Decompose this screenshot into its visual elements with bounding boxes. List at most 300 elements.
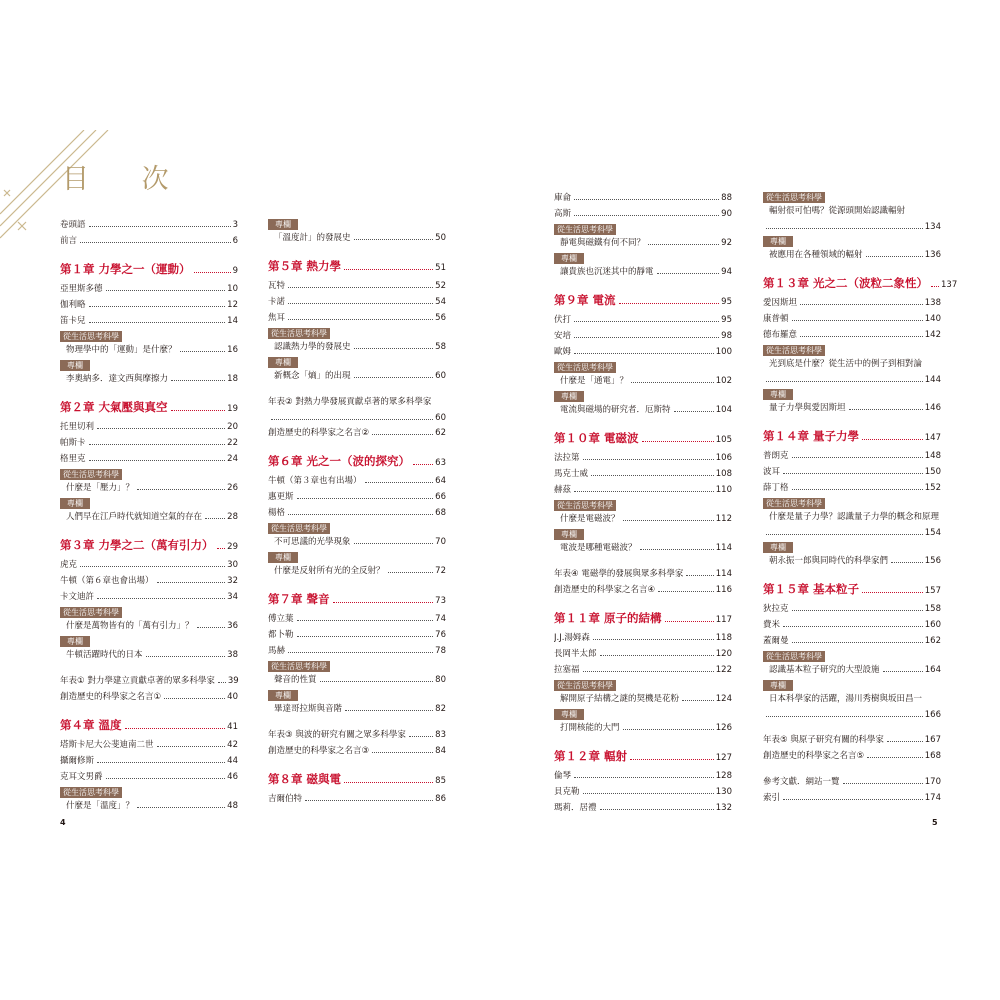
science-label: 從生活思考科學 — [60, 787, 122, 798]
toc-continuation[interactable] — [763, 708, 941, 722]
leader-dots — [194, 272, 231, 273]
leader-dots — [800, 336, 923, 337]
column-label: 專欄 — [554, 529, 584, 540]
toc-entry-title: 安培 — [554, 331, 572, 341]
toc-page-number: 156 — [924, 556, 941, 566]
toc-entry[interactable] — [763, 357, 941, 371]
toc-page-number: 102 — [715, 376, 732, 386]
toc-page-number: 22 — [227, 438, 238, 448]
toc-entry-title: 貝克勒 — [554, 787, 580, 797]
toc-page-number: 168 — [924, 751, 941, 761]
column-label: 專欄 — [60, 498, 90, 509]
toc-entry-title: 瑪莉．居禮 — [554, 803, 597, 813]
toc-page-number: 117 — [715, 615, 732, 625]
toc-page-number: 39 — [227, 676, 239, 686]
toc-entry-title: 德布羅意 — [763, 330, 798, 340]
toc-page-number: 29 — [227, 542, 238, 552]
toc-entry-title: 年表③ 與波的研究有關之眾多科學家 — [268, 730, 406, 740]
toc-entry-title: 畢達哥拉斯與音階 — [274, 704, 343, 714]
toc-entry-title: 索引 — [763, 793, 781, 803]
toc-continuation[interactable] — [763, 526, 941, 540]
toc-entry[interactable] — [60, 436, 238, 450]
toc-entry-title: 年表② 對熱力學發展貢獻卓著的眾多科學家 — [268, 397, 432, 407]
toc-page-number: 118 — [715, 633, 732, 643]
science-label: 從生活思考科學 — [763, 345, 825, 356]
toc-page-number: 63 — [435, 458, 446, 468]
toc-page-number: 38 — [227, 650, 238, 660]
column-label: 專欄 — [268, 357, 298, 368]
toc-entry-title: 歐姆 — [554, 347, 572, 357]
chapter-heading[interactable] — [268, 770, 446, 788]
toc-entry[interactable] — [554, 583, 732, 597]
toc-entry-title: 第１１章 原子的結構 — [554, 611, 662, 625]
leader-dots — [631, 382, 714, 383]
toc-page-number: 160 — [924, 620, 941, 630]
leader-dots — [288, 303, 433, 304]
science-label: 從生活思考科學 — [60, 469, 122, 480]
chapter-heading[interactable] — [60, 398, 238, 416]
toc-entry[interactable] — [60, 648, 238, 662]
toc-page-number: 162 — [924, 636, 941, 646]
leader-dots — [288, 652, 433, 653]
toc-entry[interactable] — [554, 313, 732, 327]
toc-entry[interactable] — [268, 644, 446, 658]
leader-dots — [623, 520, 714, 521]
toc-entry[interactable] — [763, 602, 941, 616]
toc-page-number: 164 — [924, 665, 941, 675]
leader-dots — [89, 226, 231, 227]
toc-entry[interactable] — [268, 535, 446, 549]
toc-page-number: 114 — [715, 569, 732, 579]
leader-dots — [218, 682, 226, 683]
toc-page-number: 95 — [721, 297, 732, 307]
toc-entry-title: 光到底是什麼？從生活中的例子到相對論 — [769, 359, 923, 369]
toc-entry-title: 卡文迪許 — [60, 592, 95, 602]
toc-entry[interactable] — [268, 474, 446, 488]
chapter-heading[interactable] — [60, 716, 238, 734]
toc-entry-title: 年表① 對力學建立貢獻卓著的眾多科學家 — [60, 676, 215, 686]
leader-dots — [593, 639, 714, 640]
toc-entry[interactable] — [554, 329, 732, 343]
toc-entry[interactable] — [268, 612, 446, 626]
chapter-heading[interactable] — [60, 260, 238, 278]
chapter-heading[interactable] — [268, 257, 446, 275]
toc-page-number: 170 — [924, 777, 941, 787]
toc-entry[interactable] — [554, 467, 732, 481]
toc-entry-title: 「溫度計」的發展史 — [274, 233, 351, 243]
toc-entry-title: 第１５章 基本粒子 — [763, 582, 860, 596]
toc-entry-title: 倫琴 — [554, 771, 572, 781]
science-label: 從生活思考科學 — [268, 661, 330, 672]
toc-entry[interactable] — [763, 749, 941, 763]
toc-entry-title: 讓貴族也沉迷其中的靜電 — [560, 267, 654, 277]
toc-entry-title: 年表④ 電磁學的發展與眾多科學家 — [554, 569, 684, 579]
toc-page-number: 30 — [227, 560, 238, 570]
toc-page-number: 124 — [715, 694, 732, 704]
leader-dots — [766, 534, 923, 535]
leader-dots — [766, 228, 923, 229]
toc-page-number: 10 — [227, 284, 238, 294]
toc-entry-title: 笛卡兒 — [60, 316, 86, 326]
leader-dots — [97, 762, 225, 763]
leader-dots — [344, 269, 433, 270]
science-label: 從生活思考科學 — [268, 328, 330, 339]
leader-dots — [640, 549, 714, 550]
leader-dots — [354, 543, 434, 544]
toc-page-number: 136 — [924, 250, 941, 260]
toc-entry-title: 第１４章 量子力學 — [763, 429, 860, 443]
toc-entry[interactable] — [554, 207, 732, 221]
toc-page-number: 142 — [924, 330, 941, 340]
toc-continuation[interactable] — [763, 220, 941, 234]
chapter-heading[interactable] — [763, 274, 958, 292]
toc-entry[interactable] — [268, 295, 446, 309]
chapter-heading[interactable] — [763, 427, 941, 445]
toc-entry-title: 人們早在江戶時代就知道空氣的存在 — [66, 512, 203, 522]
toc-entry[interactable] — [554, 345, 732, 359]
toc-entry-title: 拉塞福 — [554, 665, 580, 675]
science-label: 從生活思考科學 — [60, 607, 122, 618]
toc-entry[interactable] — [763, 618, 941, 632]
toc-entry[interactable] — [60, 690, 238, 704]
toc-entry[interactable] — [60, 619, 238, 633]
toc-page-number: 36 — [227, 621, 238, 631]
toc-entry[interactable] — [60, 452, 238, 466]
toc-entry-title: 聲音的性質 — [274, 675, 317, 685]
toc-entry[interactable] — [554, 663, 732, 677]
leader-dots — [305, 800, 433, 801]
toc-page-number: 126 — [715, 723, 732, 733]
leader-dots — [583, 671, 714, 672]
toc-page-number: 64 — [435, 476, 446, 486]
toc-entry-title: 第１０章 電磁波 — [554, 431, 639, 445]
toc-entry[interactable] — [554, 721, 732, 735]
toc-entry[interactable] — [554, 265, 732, 279]
toc-entry-title: 什麼是「通電」？ — [560, 376, 629, 386]
leader-dots — [849, 409, 923, 410]
toc-page-number: 51 — [435, 263, 446, 273]
toc-page-number: 128 — [715, 771, 732, 781]
toc-entry[interactable] — [554, 451, 732, 465]
toc-page-number: 60 — [435, 371, 446, 381]
toc-entry[interactable] — [554, 483, 732, 497]
toc-entry[interactable] — [268, 279, 446, 293]
toc-entry-title: 被應用在各種領域的輻射 — [769, 250, 863, 260]
leader-dots — [766, 381, 923, 382]
leader-dots — [354, 348, 434, 349]
toc-page-number: 74 — [435, 614, 446, 624]
science-label: 從生活思考科學 — [554, 224, 616, 235]
toc-entry[interactable] — [268, 311, 446, 325]
toc-entry-title: 朝永振一郎與同時代的科學家們 — [769, 556, 889, 566]
toc-entry-title: 吉爾伯特 — [268, 794, 303, 804]
toc-page-number: 50 — [435, 233, 446, 243]
toc-entry-title: 電流與磁場的研究者．厄斯特 — [560, 405, 671, 415]
toc-entry[interactable] — [60, 674, 238, 688]
page-number-right: 5 — [932, 818, 938, 827]
toc-entry[interactable] — [60, 481, 238, 495]
toc-entry-title: 第１２章 輻射 — [554, 749, 628, 763]
chapter-heading[interactable] — [268, 452, 446, 470]
toc-entry-title: 虎克 — [60, 560, 78, 570]
leader-dots — [591, 475, 714, 476]
toc-entry[interactable] — [554, 631, 732, 645]
leader-dots — [137, 489, 225, 490]
chapter-heading[interactable] — [763, 580, 941, 598]
toc-entry[interactable] — [763, 733, 941, 747]
toc-entry[interactable] — [60, 282, 238, 296]
toc-page-number: 84 — [435, 746, 446, 756]
leader-dots — [197, 627, 226, 628]
column-label: 專欄 — [268, 552, 298, 563]
toc-entry[interactable] — [763, 481, 941, 495]
toc-entry[interactable] — [763, 554, 941, 568]
toc-entry-title: 參考文獻．網站一覽 — [763, 777, 840, 787]
leader-dots — [792, 320, 923, 321]
toc-entry-title: 都卜勒 — [268, 630, 294, 640]
toc-page-number: 6 — [232, 236, 238, 246]
leader-dots — [97, 428, 225, 429]
column-label: 專欄 — [60, 360, 90, 371]
toc-entry[interactable] — [763, 296, 941, 310]
leader-dots — [682, 700, 714, 701]
leader-dots — [297, 498, 434, 499]
toc-entry[interactable] — [554, 692, 732, 706]
chapter-heading[interactable] — [554, 429, 732, 447]
toc-page-number: 14 — [227, 316, 238, 326]
science-label: 從生活思考科學 — [554, 680, 616, 691]
toc-entry[interactable] — [60, 343, 238, 357]
toc-entry-title: 創造歷史的科學家之名言④ — [554, 585, 656, 595]
toc-entry[interactable] — [268, 702, 446, 716]
chapter-heading[interactable] — [554, 609, 732, 627]
leader-dots — [642, 441, 714, 442]
toc-entry[interactable] — [763, 312, 941, 326]
leader-dots — [792, 642, 923, 643]
toc-entry[interactable] — [60, 770, 238, 784]
toc-page-number: 73 — [435, 596, 446, 606]
toc-page-number: 82 — [435, 704, 446, 714]
toc-entry[interactable] — [763, 510, 941, 524]
toc-entry[interactable] — [554, 374, 732, 388]
toc-page-number: 58 — [435, 342, 446, 352]
chapter-heading[interactable] — [268, 590, 446, 608]
toc-page-number: 130 — [715, 787, 732, 797]
chapter-heading[interactable] — [60, 536, 238, 554]
leader-dots — [125, 728, 226, 729]
toc-entry[interactable] — [763, 663, 941, 677]
leader-dots — [80, 566, 225, 567]
toc-entry[interactable] — [268, 395, 446, 409]
toc-entry[interactable] — [268, 369, 446, 383]
toc-entry[interactable] — [60, 234, 238, 248]
leader-dots — [271, 419, 433, 420]
toc-entry[interactable] — [554, 647, 732, 661]
toc-entry[interactable] — [268, 673, 446, 687]
toc-entry[interactable] — [60, 510, 238, 524]
toc-page-number: 83 — [435, 730, 446, 740]
toc-entry[interactable] — [60, 558, 238, 572]
toc-entry[interactable] — [60, 574, 238, 588]
toc-entry-title: 帕斯卡 — [60, 438, 86, 448]
toc-entry[interactable] — [763, 248, 941, 262]
leader-dots — [583, 793, 714, 794]
leader-dots — [171, 410, 226, 411]
toc-entry[interactable] — [763, 692, 941, 706]
toc-entry[interactable] — [60, 754, 238, 768]
toc-page-number: 116 — [715, 585, 732, 595]
toc-entry[interactable] — [268, 490, 446, 504]
toc-entry[interactable] — [60, 372, 238, 386]
toc-entry[interactable] — [60, 420, 238, 434]
toc-entry[interactable] — [554, 567, 732, 581]
toc-entry[interactable] — [268, 628, 446, 642]
toc-entry[interactable] — [763, 791, 941, 805]
toc-entry[interactable] — [60, 298, 238, 312]
leader-dots — [354, 239, 434, 240]
toc-page-number: 90 — [721, 209, 732, 219]
toc-entry-title: 第２章 大氣壓與真空 — [60, 400, 168, 414]
toc-page-number: 174 — [924, 793, 941, 803]
toc-entry-title: 長岡半太郎 — [554, 649, 597, 659]
toc-page-number: 138 — [924, 298, 941, 308]
leader-dots — [574, 321, 719, 322]
toc-entry[interactable] — [554, 769, 732, 783]
toc-entry[interactable] — [60, 738, 238, 752]
toc-entry[interactable] — [60, 799, 238, 813]
toc-entry-title: 牛頓（第６章也會出場） — [60, 576, 154, 586]
toc-entry[interactable] — [763, 449, 941, 463]
toc-entry-title: 第４章 溫度 — [60, 718, 122, 732]
leader-dots — [843, 783, 923, 784]
toc-page-number: 110 — [715, 485, 732, 495]
leader-dots — [600, 809, 714, 810]
column-label: 專欄 — [763, 542, 793, 553]
toc-page-number: 157 — [924, 586, 941, 596]
toc-entry[interactable] — [268, 792, 446, 806]
toc-page-number: 26 — [227, 483, 238, 493]
science-label: 從生活思考科學 — [763, 192, 825, 203]
toc-entry-title: 什麼是量子力學？認識量子力學的概念和原理 — [769, 512, 940, 522]
toc-entry[interactable] — [554, 801, 732, 815]
toc-entry[interactable] — [268, 744, 446, 758]
toc-entry-title: 康普頓 — [763, 314, 789, 324]
toc-page-number: 127 — [715, 753, 732, 763]
toc-entry[interactable] — [554, 541, 732, 555]
column-label: 專欄 — [268, 219, 298, 230]
leader-dots — [320, 681, 434, 682]
toc-entry[interactable] — [763, 204, 941, 218]
toc-entry-title: 李奧納多．達文西與摩擦力 — [66, 374, 169, 384]
toc-entry-title: 什麼是「溫度」？ — [66, 801, 135, 811]
toc-entry-title: 赫茲 — [554, 485, 572, 495]
toc-entry-title: 第５章 熱力學 — [268, 259, 342, 273]
toc-page-number: 28 — [227, 512, 238, 522]
toc-page-number: 100 — [715, 347, 732, 357]
leader-dots — [344, 782, 433, 783]
toc-entry[interactable] — [268, 231, 446, 245]
toc-entry-title: 解開原子結構之謎的契機是花粉 — [560, 694, 680, 704]
toc-entry[interactable] — [763, 328, 941, 342]
toc-entry-title: 惠更斯 — [268, 492, 294, 502]
leader-dots — [574, 777, 714, 778]
leader-dots — [106, 290, 226, 291]
toc-entry-title: 蓋爾曼 — [763, 636, 789, 646]
toc-entry-title: 什麼是「壓力」？ — [66, 483, 135, 493]
toc-entry[interactable] — [268, 728, 446, 742]
toc-page-number: 42 — [227, 740, 238, 750]
toc-entry[interactable] — [268, 564, 446, 578]
toc-page-number: 167 — [924, 735, 941, 745]
toc-entry[interactable] — [554, 785, 732, 799]
chapter-heading[interactable] — [554, 291, 732, 309]
toc-page-number: 20 — [227, 422, 238, 432]
toc-entry-title: 第６章 光之一（波的探究） — [268, 454, 411, 468]
leader-dots — [288, 287, 433, 288]
leader-dots — [388, 572, 434, 573]
toc-entry-title: 楊格 — [268, 508, 286, 518]
toc-page-number: 18 — [227, 374, 238, 384]
leader-dots — [883, 671, 923, 672]
science-label: 從生活思考科學 — [763, 498, 825, 509]
toc-entry[interactable] — [60, 314, 238, 328]
toc-page-number: 147 — [924, 433, 941, 443]
leader-dots — [372, 752, 433, 753]
toc-page-number: 152 — [924, 483, 941, 493]
leader-dots — [665, 621, 714, 622]
leader-dots — [686, 575, 713, 576]
toc-entry[interactable] — [554, 403, 732, 417]
toc-entry[interactable] — [763, 465, 941, 479]
toc-entry-title: 什麼是電磁波？ — [560, 514, 620, 524]
chapter-heading[interactable] — [554, 747, 732, 765]
leader-dots — [97, 598, 225, 599]
toc-entry[interactable] — [60, 218, 238, 232]
toc-entry-title: 伽利略 — [60, 300, 86, 310]
toc-page-number: 3 — [232, 220, 238, 230]
toc-entry-title: 第９章 電流 — [554, 293, 616, 307]
toc-continuation[interactable] — [763, 373, 941, 387]
toc-entry[interactable] — [268, 506, 446, 520]
leader-dots — [657, 273, 720, 274]
toc-continuation[interactable] — [268, 411, 446, 425]
toc-entry[interactable] — [554, 236, 732, 250]
toc-entry[interactable] — [554, 512, 732, 526]
toc-entry[interactable] — [268, 426, 446, 440]
toc-entry[interactable] — [268, 340, 446, 354]
toc-entry[interactable] — [60, 590, 238, 604]
toc-entry-title: 打開核能的大門 — [560, 723, 620, 733]
toc-entry-title: 第８章 磁與電 — [268, 772, 342, 786]
toc-entry[interactable] — [554, 191, 732, 205]
toc-page-number: 16 — [227, 345, 238, 355]
leader-dots — [288, 319, 433, 320]
leader-dots — [164, 698, 225, 699]
toc-entry[interactable] — [763, 401, 941, 415]
toc-entry-title: 普朗克 — [763, 451, 789, 461]
leader-dots — [297, 636, 434, 637]
leader-dots — [171, 380, 225, 381]
toc-entry-title: 卷頭語 — [60, 220, 86, 230]
toc-page-number: 9 — [232, 266, 238, 276]
leader-dots — [792, 489, 923, 490]
toc-entry-title: 第３章 力學之二（萬有引力） — [60, 538, 214, 552]
leader-dots — [931, 286, 939, 287]
toc-entry-title: 第７章 聲音 — [268, 592, 330, 606]
toc-entry-title: 前言 — [60, 236, 78, 246]
toc-entry[interactable] — [763, 775, 941, 789]
toc-entry[interactable] — [763, 634, 941, 648]
